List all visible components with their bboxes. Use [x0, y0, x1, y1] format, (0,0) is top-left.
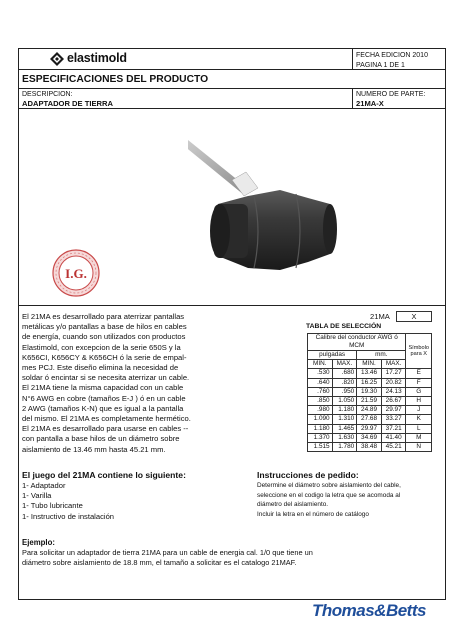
text-line: Determine el diámetro sobre aislamiento del cable,	[257, 482, 401, 489]
cell: 20.82	[381, 378, 406, 387]
list-item: 1- Instructivo de instalación	[22, 511, 115, 521]
description-label: DESCRIPCION:	[22, 91, 73, 98]
table-row	[308, 415, 432, 424]
cell: 41.40	[381, 433, 406, 442]
part-number-value: 21MA-X	[356, 99, 384, 108]
text-line: aislamiento de 13.46 mm hasta 45.21 mm.	[22, 444, 166, 454]
cell: 45.21	[381, 442, 406, 451]
text-line: Elastimold, con excepcion de la serie 650S y la	[22, 342, 181, 352]
cell: .760	[308, 387, 333, 396]
text-line: mes PCJ. Este diseño elimina la necesidad de	[22, 363, 179, 373]
order-title: Instrucciones de pedido:	[257, 470, 359, 480]
table-row	[308, 378, 432, 387]
part-number-label: NUMERO DE PARTE:	[356, 91, 426, 98]
symbol-header-line: para X	[410, 351, 427, 358]
brand-name: elastimold	[67, 51, 127, 65]
footer-brand: Thomas&Betts	[312, 601, 426, 620]
text-line: diámetro del aislamiento.	[257, 501, 329, 509]
cell: 29.97	[381, 406, 406, 415]
cell: .950	[332, 387, 357, 396]
cell: G	[406, 387, 432, 396]
selection-table-title: TABLA DE SELECCIÓN	[306, 323, 382, 330]
cell: 1.180	[332, 406, 357, 415]
cell: .980	[308, 406, 333, 415]
text-line: del mismo. El 21MA es completamente hermético.	[22, 414, 191, 424]
kit-list	[22, 481, 114, 522]
cell: .680	[332, 369, 357, 378]
cell: 1.310	[332, 415, 357, 424]
text-line: El 21MA es desarrollado para usarse en cables --	[22, 424, 189, 434]
divider	[18, 69, 446, 70]
symbol-header-line: Símbolo	[408, 344, 429, 351]
cell: 1.630	[332, 433, 357, 442]
list-item: 1- Tubo lubricante	[22, 501, 83, 511]
table-row	[308, 442, 432, 451]
cell: 19.30	[357, 387, 382, 396]
cell: K	[406, 415, 432, 424]
table-row	[308, 433, 432, 442]
max-header: MAX.	[381, 360, 406, 369]
min-header: MIN.	[357, 360, 382, 369]
cell: 17.27	[381, 369, 406, 378]
cell: 1.090	[308, 415, 333, 424]
table-row	[308, 387, 432, 396]
cell: 26.67	[381, 396, 406, 405]
cell: 24.13	[381, 387, 406, 396]
cell: H	[406, 396, 432, 405]
cell: M	[406, 433, 432, 442]
text-line: El 21MA tiene la misma capacidad con un cable	[22, 383, 184, 393]
cell: E	[406, 369, 432, 378]
cell: .820	[332, 378, 357, 387]
mm-header: mm.	[357, 351, 406, 360]
divider	[18, 88, 446, 89]
cell: 24.89	[357, 406, 382, 415]
text-line: diámetro sobre aislamiento de 18.8 mm, el tamaño a solicitar es el catalogo 21MAF.	[22, 558, 297, 568]
description-text	[22, 312, 277, 455]
list-item: 1- Varilla	[22, 491, 52, 501]
cell: L	[406, 424, 432, 433]
edition-date: FECHA EDICION 2010	[356, 52, 428, 59]
selection-table	[307, 333, 432, 452]
text-line: El 21MA es desarrollado para aterrizar pantallas	[22, 312, 185, 321]
cell: 27.68	[357, 415, 382, 424]
text-line: con pantalla a base hilos de un diámetro sobre	[22, 434, 180, 444]
divider	[18, 108, 446, 109]
cell: 1.515	[308, 442, 333, 451]
text-line: de energía, cuando son utilizados con productos	[22, 332, 186, 342]
text-line: soldar ó encintar si se necesita aterrizar un cable.	[22, 373, 190, 383]
cell: 21.59	[357, 396, 382, 405]
cell: F	[406, 378, 432, 387]
page-number: PAGINA 1 DE 1	[356, 62, 405, 69]
certification-seal-icon	[52, 249, 100, 297]
caliber-header: Calibre del conductor AWG ó MCM	[308, 334, 406, 351]
divider	[18, 305, 446, 306]
cell: 13.46	[357, 369, 382, 378]
cell: 1.050	[332, 396, 357, 405]
cell: J	[406, 406, 432, 415]
cell: 34.69	[357, 433, 382, 442]
cell: .850	[308, 396, 333, 405]
kit-title: El juego del 21MA contiene lo siguiente:	[22, 470, 186, 480]
inch-header: pulgadas	[308, 351, 357, 360]
page-title: ESPECIFICACIONES DEL PRODUCTO	[22, 74, 209, 85]
catalog-code-box: X	[396, 311, 432, 322]
ground-adapter-image	[188, 132, 368, 272]
cell: 1.180	[308, 424, 333, 433]
table-row	[308, 424, 432, 433]
example-text	[22, 548, 313, 568]
svg-text:I.G.: I.G.	[65, 266, 87, 281]
text-line: Para solicitar un adaptador de tierra 21MA para un cable de energia cal. 1/0 que tiene un	[22, 548, 313, 557]
order-instructions	[257, 481, 401, 519]
text-line: K656CI, K656CY & K656CH ó la serie de empal-	[22, 352, 187, 362]
symbol-header	[406, 334, 432, 369]
cell: 1.370	[308, 433, 333, 442]
text-line: N°6 AWG en cobre (tamaños E-J ) ó en un cable	[22, 393, 186, 403]
min-header: MIN.	[308, 360, 333, 369]
catalog-code: 21MA	[370, 312, 390, 321]
cell: 29.97	[357, 424, 382, 433]
divider	[352, 48, 353, 69]
cell: 16.25	[357, 378, 382, 387]
list-item: 1- Adaptador	[22, 481, 66, 490]
table-row	[308, 396, 432, 405]
divider	[352, 88, 353, 108]
cell: .640	[308, 378, 333, 387]
cell: 1.780	[332, 442, 357, 451]
text-line: Incluir la letra en el número de catálogo	[257, 510, 369, 518]
text-line: seleccione en el codigo la letra que se acomoda al	[257, 491, 401, 499]
cell: 37.21	[381, 424, 406, 433]
text-line: 2 AWG (tamaños K-N) que es igual a la pantalla	[22, 403, 184, 413]
table-row	[308, 369, 432, 378]
text-line: metálicas y/o pantallas a base de hilos en cables	[22, 322, 187, 332]
example-title: Ejemplo:	[22, 538, 55, 547]
cell: .530	[308, 369, 333, 378]
cell: 33.27	[381, 415, 406, 424]
max-header: MAX.	[332, 360, 357, 369]
cell: 1.465	[332, 424, 357, 433]
cell: 38.48	[357, 442, 382, 451]
cell: N	[406, 442, 432, 451]
description-value: ADAPTADOR DE TIERRA	[22, 99, 113, 108]
table-row	[308, 406, 432, 415]
